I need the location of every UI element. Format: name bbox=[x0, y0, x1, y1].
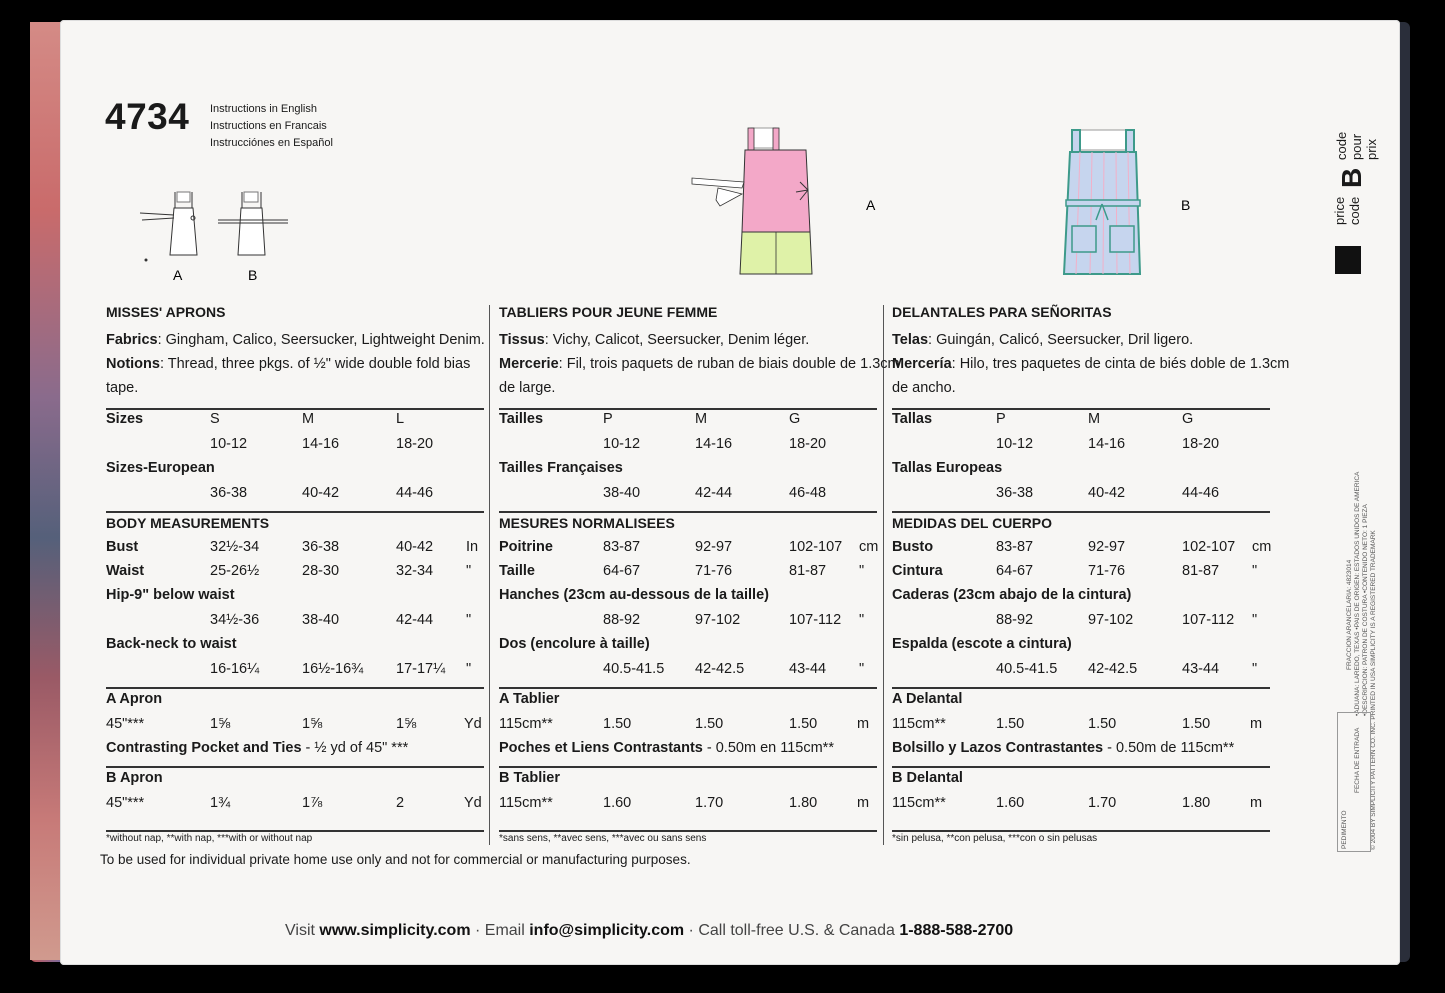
back-value: 42-42.5 bbox=[1088, 661, 1138, 677]
bust-label: Busto bbox=[892, 539, 934, 555]
call-text: · Call toll-free U.S. & Canada bbox=[684, 922, 900, 939]
size-range: 18-20 bbox=[396, 436, 434, 452]
unit-label: Yd bbox=[464, 795, 482, 811]
body-measurements-title: BODY MEASUREMENTS bbox=[106, 515, 270, 531]
contrast-value: - 0.50m en 115cm** bbox=[702, 740, 834, 756]
copyright-notice: © 2004 BY SIMPLICITY PATTERN CO. INC. PRINTED IN USA SIMPLICITY IS A REGISTERED TRADEMARK bbox=[1370, 530, 1377, 850]
notions-value: : Fil, trois paquets de ruban de biais double de 1.3cm bbox=[558, 356, 900, 372]
view-a-label: A Apron bbox=[106, 691, 163, 707]
hip-label: Hanches (23cm au-dessous de la taille) bbox=[499, 587, 769, 603]
sizes-label: Tailles bbox=[499, 411, 544, 427]
unit-label: cm bbox=[1252, 539, 1272, 555]
yardage-value: 1.50 bbox=[789, 716, 818, 732]
euro-size: 40-42 bbox=[302, 485, 340, 501]
visit-text: Visit bbox=[285, 922, 320, 939]
bust-value: 40-42 bbox=[396, 539, 434, 555]
customs-box bbox=[1337, 712, 1371, 852]
phone-number: 1-888-588-2700 bbox=[899, 922, 1014, 939]
section-rule bbox=[106, 766, 484, 768]
language-english: Instructions in English bbox=[210, 103, 317, 115]
notions-label: Mercerie bbox=[499, 356, 559, 372]
section-rule bbox=[499, 408, 877, 410]
column-title: DELANTALES PARA SEÑORITAS bbox=[892, 304, 1112, 320]
euro-sizes-label: Tailles Françaises bbox=[499, 460, 623, 476]
fabrics-value: : Gingham, Calico, Seersucker, Lightweight Denim. bbox=[157, 332, 485, 348]
line-drawing-b-label: B bbox=[248, 267, 258, 283]
notions-label: Notions bbox=[106, 356, 160, 372]
fabric-width: 115cm** bbox=[499, 716, 553, 732]
view-a-label: A Delantal bbox=[892, 691, 963, 707]
back-value: 40.5-41.5 bbox=[603, 661, 665, 677]
bust-value: 83-87 bbox=[996, 539, 1034, 555]
section-rule bbox=[892, 511, 1270, 513]
size-code: M bbox=[1088, 411, 1101, 427]
size-code: M bbox=[302, 411, 315, 427]
size-code: L bbox=[396, 411, 405, 427]
contrast-label: Poches et Liens Contrastants bbox=[499, 740, 703, 756]
unit-label: " bbox=[859, 661, 865, 677]
euro-size: 40-42 bbox=[1088, 485, 1126, 501]
yardage-value: 1⅞ bbox=[302, 795, 323, 811]
waist-value: 28-30 bbox=[302, 563, 340, 579]
back-value: 17-17¼ bbox=[396, 661, 446, 677]
fabric-width: 115cm** bbox=[892, 795, 946, 811]
section-rule bbox=[499, 830, 877, 832]
hip-value: 107-112 bbox=[1182, 612, 1235, 628]
back-value: 43-44 bbox=[789, 661, 827, 677]
fabric-width: 45"*** bbox=[106, 716, 145, 732]
section-rule bbox=[499, 511, 877, 513]
size-range: 18-20 bbox=[789, 436, 827, 452]
line-drawing-a-label: A bbox=[173, 267, 183, 283]
apron-a-label: A bbox=[866, 197, 876, 213]
notions-value: : Thread, three pkgs. of ½" wide double fold bias bbox=[159, 356, 471, 372]
waist-value: 81-87 bbox=[789, 563, 827, 579]
back-value: 16½-16¾ bbox=[302, 661, 364, 677]
view-a-label: A Tablier bbox=[499, 691, 560, 707]
contrast-value: - 0.50m de 115cm** bbox=[1103, 740, 1235, 756]
fecha-label: FECHA DE ENTRADA bbox=[1354, 727, 1361, 793]
yardage-value: 1⅝ bbox=[210, 716, 231, 732]
hip-label: Caderas (23cm abajo de la cintura) bbox=[892, 587, 1132, 603]
website-link[interactable]: www.simplicity.com bbox=[319, 922, 471, 939]
notions-label: Mercería bbox=[892, 356, 952, 372]
size-code: P bbox=[996, 411, 1006, 427]
fabric-width: 45"*** bbox=[106, 795, 145, 811]
yardage-value: 1⅝ bbox=[302, 716, 323, 732]
line-drawings bbox=[130, 180, 300, 285]
unit-label: m bbox=[857, 795, 870, 811]
nap-footnote: *without nap, **with nap, ***with or without nap bbox=[106, 833, 313, 844]
apron-b-label: B bbox=[1181, 197, 1191, 213]
yardage-value: 1.50 bbox=[1088, 716, 1117, 732]
section-rule bbox=[499, 766, 877, 768]
yardage-value: 1.80 bbox=[789, 795, 818, 811]
hip-value: 107-112 bbox=[789, 612, 842, 628]
code-label: code bbox=[1347, 196, 1362, 225]
fabrics-line bbox=[892, 332, 1193, 348]
back-value: 43-44 bbox=[1182, 661, 1220, 677]
unit-label: " bbox=[1252, 661, 1258, 677]
size-range: 10-12 bbox=[210, 436, 248, 452]
unit-label: " bbox=[466, 563, 472, 579]
size-range: 14-16 bbox=[302, 436, 340, 452]
language-list bbox=[210, 101, 333, 152]
waist-value: 25-26½ bbox=[210, 563, 260, 579]
contrast-line bbox=[499, 740, 834, 756]
size-range: 18-20 bbox=[1182, 436, 1220, 452]
contrast-value: - ½ yd of 45" *** bbox=[301, 740, 409, 756]
hip-value: 34½-36 bbox=[210, 612, 260, 628]
bust-value: 102-107 bbox=[789, 539, 843, 555]
unit-label: Yd bbox=[464, 716, 482, 732]
euro-size: 46-48 bbox=[789, 485, 827, 501]
prix-label: prix bbox=[1364, 139, 1379, 160]
waist-value: 81-87 bbox=[1182, 563, 1220, 579]
column-separator bbox=[883, 305, 884, 845]
back-label: Espalda (escote a cintura) bbox=[892, 636, 1072, 652]
yardage-value: 1.50 bbox=[1182, 716, 1211, 732]
size-code: M bbox=[695, 411, 708, 427]
sizes-label: Sizes bbox=[106, 411, 144, 427]
view-b-label: B Tablier bbox=[499, 770, 560, 786]
contrast-label: Bolsillo y Lazos Contrastantes bbox=[892, 740, 1104, 756]
nap-footnote: *sin pelusa, **con pelusa, ***con o sin pelusas bbox=[892, 833, 1098, 844]
size-code: P bbox=[603, 411, 613, 427]
contrast-line bbox=[106, 740, 408, 756]
section-rule bbox=[106, 408, 484, 410]
bust-value: 36-38 bbox=[302, 539, 340, 555]
yardage-value: 2 bbox=[396, 795, 405, 811]
section-rule bbox=[892, 830, 1270, 832]
euro-size: 36-38 bbox=[996, 485, 1034, 501]
private-use-note: To be used for individual private home use only and not for commercial or manufacturing purposes. bbox=[100, 852, 691, 867]
line-drawing-a bbox=[140, 192, 197, 255]
apron-a-illustration bbox=[688, 124, 888, 284]
yardage-value: 1.50 bbox=[603, 716, 632, 732]
back-value: 42-42.5 bbox=[695, 661, 745, 677]
unit-label: " bbox=[1252, 563, 1258, 579]
back-label: Dos (encolure à taille) bbox=[499, 636, 650, 652]
body-measurements-title: MESURES NORMALISEES bbox=[499, 515, 675, 531]
waist-value: 71-76 bbox=[695, 563, 733, 579]
unit-label: m bbox=[857, 716, 870, 732]
price-label: price bbox=[1332, 196, 1347, 225]
section-rule bbox=[106, 511, 484, 513]
fabrics-value: : Guingán, Calicó, Seersucker, Dril ligero. bbox=[928, 332, 1194, 348]
size-range: 10-12 bbox=[603, 436, 641, 452]
body-measurements-title: MEDIDAS DEL CUERPO bbox=[892, 515, 1052, 531]
code-label-fr: code bbox=[1334, 131, 1349, 160]
column-title: TABLIERS POUR JEUNE FEMME bbox=[499, 304, 718, 320]
fabrics-label: Telas bbox=[892, 332, 929, 348]
pour-label: pour bbox=[1349, 133, 1364, 160]
fabric-width: 115cm** bbox=[892, 716, 946, 732]
euro-size: 38-40 bbox=[603, 485, 641, 501]
language-spanish: Instrucciónes en Español bbox=[210, 137, 333, 149]
customs-descripcion: •DESCRIPCION: PATRON DE COSTURA •CONTENIDO NETO: 1 PIEZA bbox=[1362, 504, 1369, 716]
line-drawing-b bbox=[218, 192, 288, 255]
hip-label: Hip-9" below waist bbox=[106, 587, 235, 603]
euro-size: 44-46 bbox=[1182, 485, 1220, 501]
customs-aduana: •ADUANA: LAREDO, TEXAS •PAIS DE ORIGEN: ESTADOS UNIDOS DE AMERICA bbox=[1354, 471, 1361, 716]
fabrics-line bbox=[106, 332, 485, 348]
size-range: 10-12 bbox=[996, 436, 1034, 452]
hip-value: 88-92 bbox=[996, 612, 1034, 628]
section-rule bbox=[499, 687, 877, 689]
euro-sizes-label: Sizes-European bbox=[106, 460, 215, 476]
yardage-value: 1¾ bbox=[210, 795, 231, 811]
notions-continued: de ancho. bbox=[892, 380, 956, 396]
envelope-front-edge bbox=[30, 22, 64, 960]
bust-label: Bust bbox=[106, 539, 139, 555]
fabrics-line bbox=[499, 332, 809, 348]
notions-line bbox=[499, 356, 900, 372]
language-french: Instructions en Francais bbox=[210, 120, 327, 132]
size-code: G bbox=[1182, 411, 1194, 427]
hip-value: 38-40 bbox=[302, 612, 340, 628]
euro-size: 44-46 bbox=[396, 485, 434, 501]
sizes-label: Tallas bbox=[892, 411, 933, 427]
hip-value: 97-102 bbox=[1088, 612, 1134, 628]
contact-line bbox=[285, 922, 1013, 940]
unit-label: cm bbox=[859, 539, 879, 555]
size-range: 14-16 bbox=[695, 436, 733, 452]
back-value: 40.5-41.5 bbox=[996, 661, 1058, 677]
yardage-value: 1.80 bbox=[1182, 795, 1211, 811]
section-rule bbox=[106, 830, 484, 832]
section-rule bbox=[892, 408, 1270, 410]
column-title: MISSES' APRONS bbox=[106, 304, 226, 320]
pedimento-label: PEDIMENTO bbox=[1341, 810, 1348, 849]
nap-footnote: *sans sens, **avec sens, ***avec ou sans sens bbox=[499, 833, 707, 844]
bust-value: 83-87 bbox=[603, 539, 641, 555]
yardage-value: 1.60 bbox=[603, 795, 632, 811]
waist-label: Waist bbox=[106, 563, 145, 579]
hip-value: 42-44 bbox=[396, 612, 434, 628]
unit-label: " bbox=[859, 563, 865, 579]
yardage-value: 1.60 bbox=[996, 795, 1025, 811]
notions-line bbox=[106, 356, 470, 372]
price-code-block bbox=[1322, 60, 1382, 230]
contrast-line bbox=[892, 740, 1234, 756]
customs-field-label: FRACCION ARANCELARIA: 4823014 bbox=[1346, 559, 1353, 670]
euro-size: 36-38 bbox=[210, 485, 248, 501]
unit-label: " bbox=[466, 612, 472, 628]
email-link[interactable]: info@simplicity.com bbox=[529, 922, 685, 939]
euro-size: 42-44 bbox=[695, 485, 733, 501]
yardage-value: 1.70 bbox=[695, 795, 724, 811]
notions-line bbox=[892, 356, 1289, 372]
back-value: 16-16¼ bbox=[210, 661, 260, 677]
notions-continued: tape. bbox=[106, 380, 139, 396]
notions-continued: de large. bbox=[499, 380, 556, 396]
unit-label: " bbox=[859, 612, 865, 628]
yardage-value: 1⅝ bbox=[396, 716, 417, 732]
waist-label: Taille bbox=[499, 563, 535, 579]
bust-value: 32½-34 bbox=[210, 539, 260, 555]
waist-value: 32-34 bbox=[396, 563, 434, 579]
yardage-value: 1.70 bbox=[1088, 795, 1117, 811]
bust-value: 102-107 bbox=[1182, 539, 1236, 555]
back-label: Back-neck to waist bbox=[106, 636, 237, 652]
view-b-label: B Delantal bbox=[892, 770, 963, 786]
bust-value: 92-97 bbox=[695, 539, 733, 555]
hip-value: 88-92 bbox=[603, 612, 641, 628]
size-range: 14-16 bbox=[1088, 436, 1126, 452]
size-code: G bbox=[789, 411, 801, 427]
section-rule bbox=[892, 766, 1270, 768]
unit-label: m bbox=[1250, 716, 1263, 732]
unit-label: " bbox=[1252, 612, 1258, 628]
bust-label: Poitrine bbox=[499, 539, 553, 555]
hip-value: 97-102 bbox=[695, 612, 741, 628]
waist-value: 64-67 bbox=[603, 563, 641, 579]
notions-value: : Hilo, tres paquetes de cinta de biés doble de 1.3cm bbox=[951, 356, 1290, 372]
unit-label: In bbox=[466, 539, 479, 555]
size-code: S bbox=[210, 411, 220, 427]
waist-label: Cintura bbox=[892, 563, 943, 579]
yardage-value: 1.50 bbox=[695, 716, 724, 732]
pattern-number: 4734 bbox=[105, 96, 190, 137]
apron-b-illustration bbox=[1040, 124, 1210, 284]
contrast-label: Contrasting Pocket and Ties bbox=[106, 740, 302, 756]
view-b-label: B Apron bbox=[106, 770, 163, 786]
fabrics-label: Tissus bbox=[499, 332, 545, 348]
section-rule bbox=[892, 687, 1270, 689]
email-text: · Email bbox=[470, 922, 530, 939]
unit-label: m bbox=[1250, 795, 1263, 811]
bust-value: 92-97 bbox=[1088, 539, 1126, 555]
waist-value: 71-76 bbox=[1088, 563, 1126, 579]
unit-label: " bbox=[466, 661, 472, 677]
waist-value: 64-67 bbox=[996, 563, 1034, 579]
fabrics-value: : Vichy, Calicot, Seersucker, Denim léger. bbox=[544, 332, 810, 348]
price-code-marker bbox=[1335, 246, 1361, 274]
section-rule bbox=[106, 687, 484, 689]
price-code-letter: B bbox=[1336, 167, 1367, 188]
euro-sizes-label: Tallas Europeas bbox=[892, 460, 1003, 476]
fabric-width: 115cm** bbox=[499, 795, 553, 811]
column-separator bbox=[489, 305, 490, 845]
fabrics-label: Fabrics bbox=[106, 332, 158, 348]
yardage-value: 1.50 bbox=[996, 716, 1025, 732]
